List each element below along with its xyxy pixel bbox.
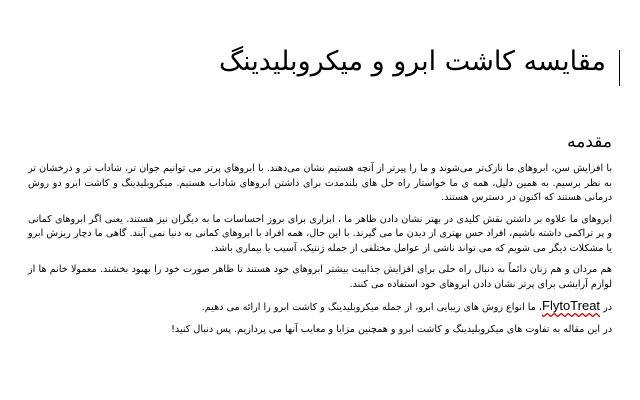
brand-name: FlytoTreat bbox=[542, 298, 601, 313]
paragraph-2: ابروهای ما علاوه بر داشتن نقش کلیدی در بهتر نشان دادن ظاهر ما ، ابزاری برای بروز احساسات ما به دیگران نیز هستند. یعنی اگر ابروهای کمانی و پر تراکمی داشته باشیم، افراد حس بهتری از دیدن ما می گیرند. با این حال، همه افراد با ابروهای کمانی به دنیا نمی آیند. گاهی ما دچار ریزش ابرو یا مشکلات دیگر می شویم که می تواند ناشی از عوامل مختلفی از جمله ژنتیک، آسیب یا بیماری باشد. bbox=[28, 213, 612, 254]
closing-paragraph: در این مقاله به تفاوت های میکروبلیدینگ و کاشت ابرو و همچنین مزایا و معایب آنها می پردازیم. پس دنبال کنید! bbox=[171, 323, 612, 335]
section-heading: مقدمه bbox=[567, 132, 612, 152]
paragraph-1: با افزایش سن، ابروهای ما نازک‌تر می‌شوند و ما را پیرتر از آنچه هستیم نشان می‌دهند. با ابروهای پرتر می توانیم جوان تر، شاداب تر و درخشان تر به نظر برسیم. به همین دلیل، همه ی ما خواستار راه حل های بلندمدت برای داشتن ابروهای شاداب هستیم. میکروبلیدینگ و کاشت ابرو دو روش درمانی هستند که اکنون در دسترس هستند. bbox=[28, 163, 612, 203]
paragraph-3: هم مردان و هم زنان دائماً به دنبال راه حلی برای افزایش جذابیت بیشتر ابروهای خود هستند تا ظاهر صورت خود را بهبود بخشند. معمولا خانم ها از لوازم آرایشی برای پرتر نشان دادن ابروهای خود استفاده می کنند. bbox=[28, 264, 612, 290]
document-title: مقایسه کاشت ابرو و میکروبلیدینگ bbox=[218, 46, 606, 77]
text-cursor bbox=[619, 50, 620, 86]
brand-paragraph-suffix: ، ما انواع روش های زیبایی ابرو، از جمله میکروبلیدینگ و کاشت ابرو را ارائه می دهیم. bbox=[201, 302, 542, 313]
brand-paragraph bbox=[28, 299, 612, 316]
brand-paragraph-prefix: در bbox=[603, 302, 612, 313]
